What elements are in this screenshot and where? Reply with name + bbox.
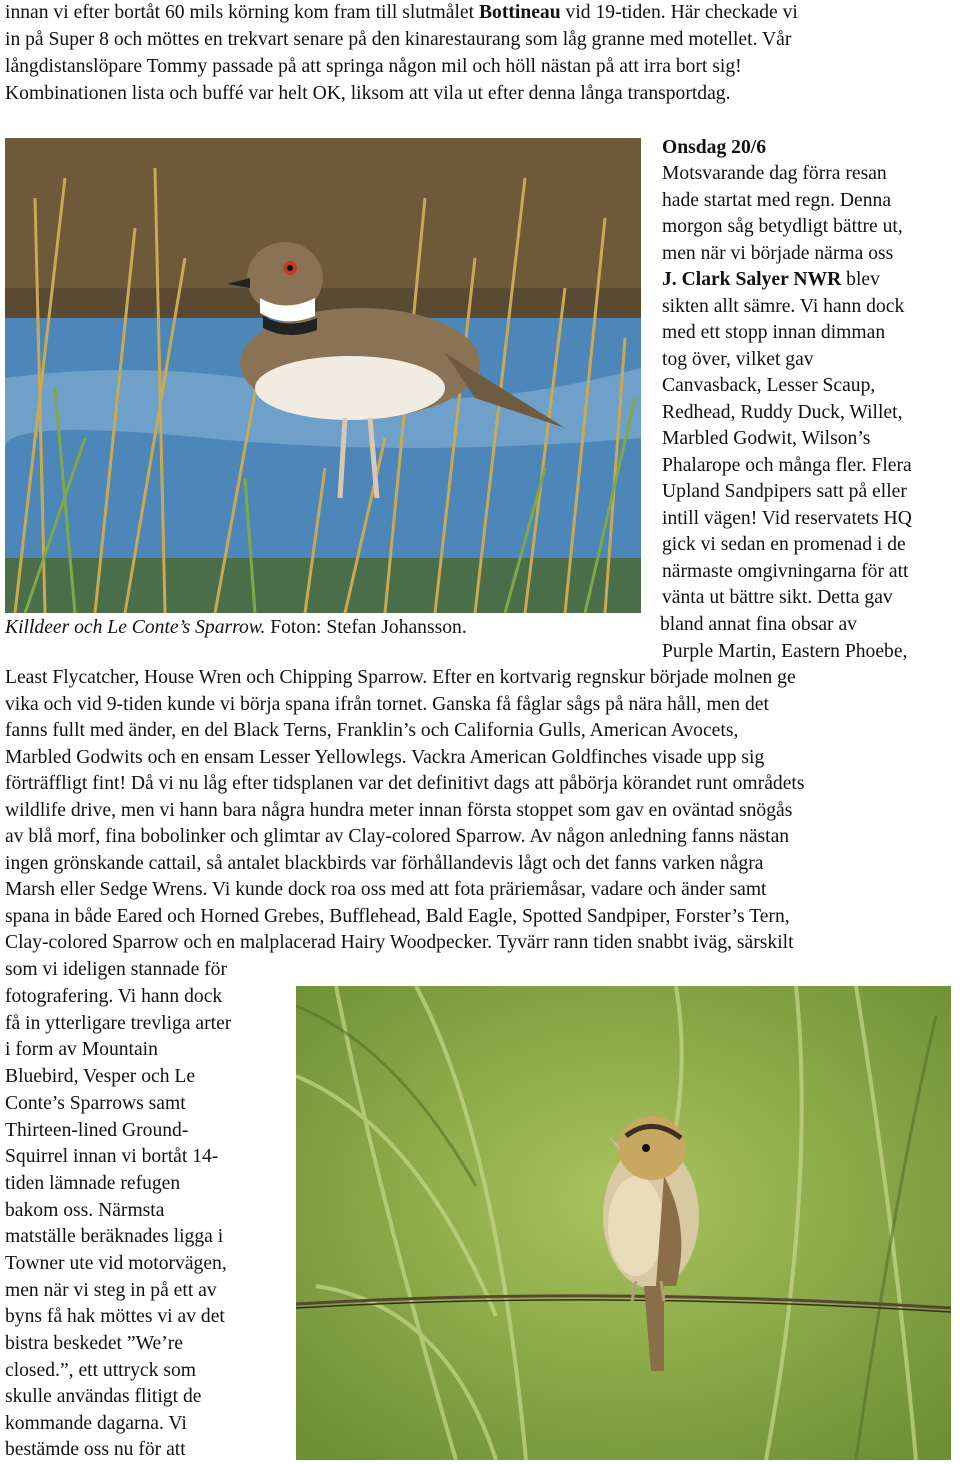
body-line: fanns fullt med änder, en del Black Terns, Franklin’s och California Gulls, American Avocets,	[5, 720, 739, 741]
right-line: sikten allt sämre. Vi hann dock	[662, 296, 905, 317]
right-line: tog över, vilket gav	[662, 349, 814, 370]
intro-text: innan vi efter bortåt 60 mils körning kom fram till slutmålet	[5, 2, 479, 23]
left-line: men när vi steg in på ett av	[5, 1280, 217, 1301]
left-line: som vi ideligen stannade för	[5, 959, 228, 980]
right-line: Marbled Godwit, Wilson’s	[662, 428, 871, 449]
killdeer-photo	[5, 138, 641, 613]
intro-line-2: in på Super 8 och möttes en trekvart senare på den kinarestaurang som låg granne med motellet. Vår	[5, 29, 792, 50]
intro-line-1	[5, 0, 798, 27]
body-line: Marsh eller Sedge Wrens. Vi kunde dock roa oss med att fota präriemåsar, vadare och änder samt	[5, 879, 767, 900]
body-line: Least Flycatcher, House Wren och Chipping Sparrow. Efter en kortvarig regnskur började molnen ge	[5, 667, 796, 688]
body-line: spana in både Eared och Horned Grebes, Bufflehead, Bald Eagle, Spotted Sandpiper, Forster’s Tern,	[5, 906, 790, 927]
caption-species: Killdeer och Le Conte’s Sparrow.	[5, 617, 266, 638]
right-line: närmaste omgivningarna för att	[662, 561, 909, 582]
left-line: bestämde oss nu för att	[5, 1439, 186, 1460]
right-line: Purple Martin, Eastern Phoebe,	[662, 641, 908, 662]
right-line: Redhead, Ruddy Duck, Willet,	[662, 402, 903, 423]
intro-text: vid 19-tiden. Här checkade vi	[560, 2, 798, 23]
right-line: intill vägen! Vid reservatets HQ	[662, 508, 912, 529]
right-line: men när vi började närma oss	[662, 243, 894, 264]
left-line: tiden lämnade refugen	[5, 1173, 181, 1194]
right-line-nwr	[662, 267, 880, 294]
left-line: closed.”, ett uttryck som	[5, 1360, 196, 1381]
place-nwr: J. Clark Salyer NWR	[662, 269, 842, 290]
date-heading: Onsdag 20/6	[662, 137, 766, 158]
right-line: Upland Sandpipers satt på eller	[662, 481, 907, 502]
left-line: Squirrel innan vi bortåt 14-	[5, 1146, 219, 1167]
body-line: av blå morf, fina bobolinker och glimtar av Clay-colored Sparrow. Av någon anledning fanns nästan	[5, 826, 790, 847]
left-line: få in ytterligare trevliga arter	[5, 1013, 232, 1034]
right-line: gick vi sedan en promenad i de	[662, 534, 906, 555]
killdeer-illustration	[5, 138, 641, 613]
body-line: Marbled Godwits och en ensam Lesser Yellowlegs. Vackra American Goldfinches visade upp sig	[5, 747, 765, 768]
photo-caption	[5, 614, 467, 641]
section-heading	[662, 135, 766, 162]
left-line: byns få hak möttes vi av det	[5, 1306, 225, 1327]
sparrow-illustration	[296, 986, 951, 1460]
caption-credit: Foton: Stefan Johansson.	[265, 617, 467, 638]
right-line: hade startat med regn. Denna	[662, 190, 892, 211]
left-line: Bluebird, Vesper och Le	[5, 1066, 196, 1087]
left-line: bistra beskedet ”We’re	[5, 1333, 183, 1354]
left-line: kommande dagarna. Vi	[5, 1413, 187, 1434]
place-bottineau: Bottineau	[478, 2, 561, 23]
right-text: blev	[841, 269, 880, 290]
right-line: med ett stopp innan dimman	[662, 322, 886, 343]
left-line: i form av Mountain	[5, 1039, 158, 1060]
left-line: matställe beräknades ligga i	[5, 1226, 224, 1247]
left-line: fotografering. Vi hann dock	[5, 986, 223, 1007]
body-line: Clay-colored Sparrow och en malplacerad Hairy Woodpecker. Tyvärr rann tiden snabbt iväg, särskilt	[5, 932, 794, 953]
body-line: förträffligt fint! Då vi nu låg efter tidsplanen var det definitivt dags att påbörja körandet runt områdets	[5, 773, 805, 794]
right-line: vänta ut bättre sikt. Detta gav	[662, 587, 893, 608]
right-line: Motsvarande dag förra resan	[662, 163, 887, 184]
body-line: ingen grönskande cattail, så antalet blackbirds var förhållandevis lågt och det fanns varken några	[5, 853, 764, 874]
left-line: Conte’s Sparrows samt	[5, 1093, 186, 1114]
right-line: bland annat fina obsar av	[660, 614, 857, 635]
right-line: Phalarope och många fler. Flera	[662, 455, 912, 476]
sparrow-photo	[296, 986, 951, 1460]
body-line: wildlife drive, men vi hann bara några hundra meter innan första stoppet som gav en oväntad snögås	[5, 800, 793, 821]
body-line: vika och vid 9-tiden kunde vi börja spana ifrån tornet. Ganska få fåglar sågs på nära håll, men det	[5, 694, 769, 715]
left-line: Thirteen-lined Ground-	[5, 1120, 189, 1141]
left-line: Towner ute vid motorvägen,	[5, 1253, 227, 1274]
intro-line-3: långdistanslöpare Tommy passade på att springa någon mil och höll nästan på att irra bort sig!	[5, 56, 742, 77]
right-line: morgon såg betydligt bättre ut,	[662, 216, 903, 237]
right-line: Canvasback, Lesser Scaup,	[662, 375, 876, 396]
left-line: skulle användas flitigt de	[5, 1386, 202, 1407]
left-line: bakom oss. Närmsta	[5, 1200, 165, 1221]
intro-line-4: Kombinationen lista och buffé var helt OK, liksom att vila ut efter denna långa transportdag.	[5, 83, 731, 104]
